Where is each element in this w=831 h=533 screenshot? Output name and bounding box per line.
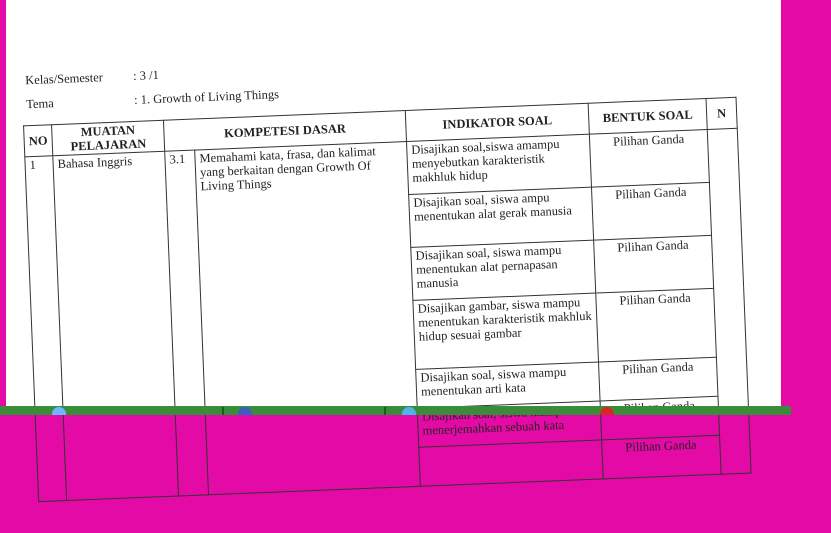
- header-indikator: INDIKATOR SOAL: [405, 103, 589, 141]
- bentuk-cell: Pilihan Ganda: [594, 235, 714, 293]
- document-content: [13, 42, 831, 533]
- indicator-cell: [419, 440, 603, 486]
- taskbar-separator: [384, 407, 386, 415]
- share-icon[interactable]: [600, 407, 614, 415]
- twitter-icon[interactable]: [402, 407, 416, 415]
- row-kd-no: 3.1: [165, 150, 209, 496]
- header-muatan: MUATAN PELAJARAN: [52, 120, 165, 155]
- row-no: 1: [25, 156, 67, 502]
- bentuk-cell: Pilihan Ganda: [589, 129, 709, 187]
- bentuk-cell: [600, 396, 719, 440]
- whatsapp-icon[interactable]: [52, 407, 66, 415]
- kisi-kisi-table: [23, 97, 752, 502]
- row-muatan: Bahasa Inggris: [53, 151, 179, 500]
- header-bentuk: BENTUK SOAL: [588, 98, 707, 134]
- indicator-cell: Disajikan soal, siswa mampu menentukan arti kata: [416, 362, 600, 408]
- tema-value: : 1. Growth of Living Things: [133, 87, 280, 107]
- indicator-cell: Disajikan soal, siswa ampu menentukan alat gerak manusia: [409, 187, 594, 247]
- bentuk-cell: Pilihan Ganda: [599, 357, 718, 401]
- kelas-value: : 3 /1: [132, 67, 160, 83]
- row-kd-text: Memahami kata, frasa, dan kalimat yang berkaitan dengan Growth Of Living Things: [195, 142, 421, 495]
- indicator-cell: Disajikan menerjemahkan sebuah kata: [417, 401, 601, 447]
- taskbar: [0, 406, 791, 415]
- header-no: NO: [24, 125, 53, 157]
- header-kompetensi: KOMPETESI DASAR: [163, 111, 406, 152]
- indicator-cell: Disajikan gambar, siswa mampu menentukan karakteristik makhluk hidup sesuai gambar: [413, 293, 599, 369]
- indicator-cell: Disajikan soal, siswa mampu menentukan alat pernapasan manusia: [411, 240, 596, 300]
- bentuk-cell: Pilihan Ganda: [596, 288, 717, 362]
- indicator-cell: Disajikan soal,siswa amampu menyebutkan karakteristik makhluk hidup: [407, 134, 592, 194]
- facebook-icon[interactable]: [238, 407, 252, 415]
- kelas-label: Kelas/Semester: [24, 70, 104, 88]
- document-page: [6, 0, 781, 455]
- bentuk-cell: Pilihan Ganda: [591, 182, 711, 240]
- tema-label: Tema: [25, 96, 55, 112]
- bentuk-cell: Pilihan Ganda: [602, 435, 721, 479]
- header-extra: N: [706, 97, 737, 129]
- taskbar-separator: [222, 407, 224, 415]
